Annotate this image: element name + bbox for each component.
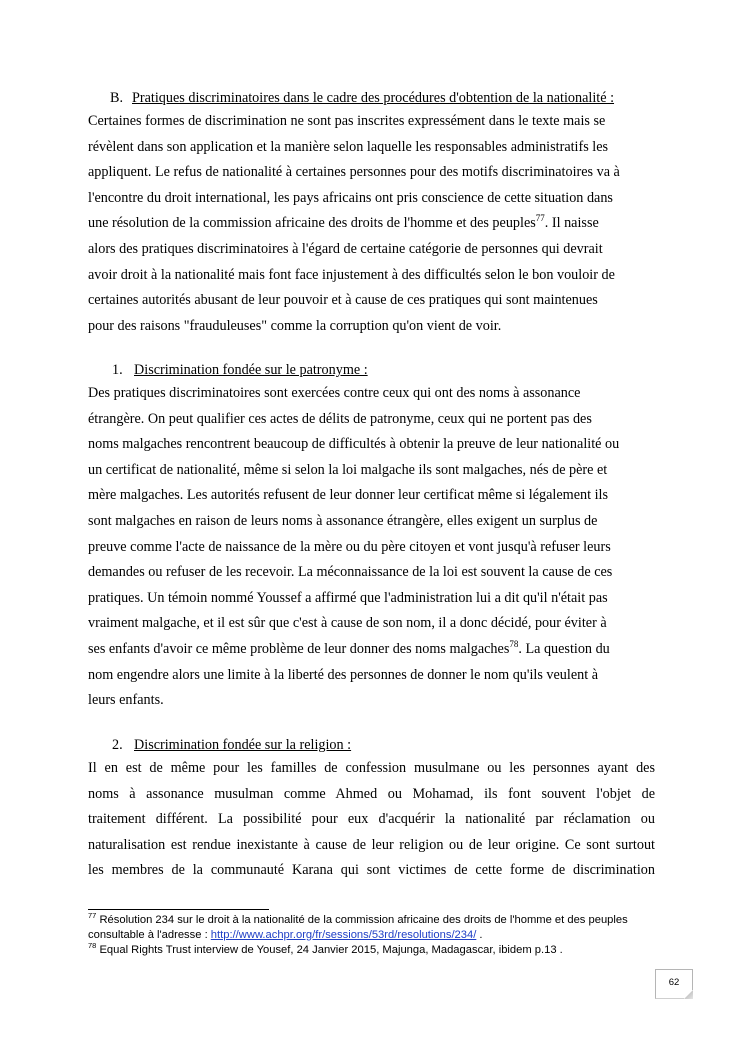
paragraph-line: Des pratiques discriminatoires sont exercées contre ceux qui ont des noms à assonance (88, 385, 581, 401)
section-2-title: Discrimination fondée sur la religion : (134, 737, 352, 753)
paragraph-line: pour des raisons "frauduleuses" comme la corruption qu'on vient de voir. (88, 317, 502, 334)
paragraph-line: Il en est de même pour les familles de confession musulmane ou les personnes ayant des (88, 760, 655, 776)
footnote-ref-78: 78 (509, 638, 519, 649)
section-2-number: 2. (112, 737, 123, 753)
footnote-78 (88, 943, 658, 958)
footnote-number: 78 (88, 941, 97, 950)
page-number-box (655, 969, 693, 999)
paragraph-line: ses enfants d'avoir ce même problème de leur donner des noms malgaches$^{78}$. La question du (88, 638, 610, 657)
paragraph-line: un certificat de nationalité, même si selon la loi malgache ils sont malgaches, nés de père et (88, 461, 608, 478)
section-b-paragraph (88, 109, 655, 339)
page-number: 62 (668, 977, 680, 988)
paragraph-line: demandes ou refuser de les recevoir. La méconnaissance de la loi est souvent la cause de ces (88, 564, 613, 581)
footnote-link[interactable]: http://www.achpr.org/fr/sessions/53rd/resolutions/234/ (210, 928, 477, 941)
footnote-number: 77 (88, 911, 97, 920)
footnote-text: consultable à l'adresse : (88, 928, 211, 941)
paragraph-line: étrangère. On peut qualifier ces actes de délits de patronyme, ceux qui ne portent pas des (88, 410, 592, 427)
paragraph-line: preuve comme l'acte de naissance de la mère ou du père citoyen et vont jusqu'à refuser leurs (88, 538, 611, 555)
footnote-text: Equal Rights Trust interview de Yousef, 24 Janvier 2015, Majunga, Madagascar, ibidem p.13 . (96, 944, 563, 956)
section-b-number: B. (110, 90, 124, 106)
paragraph-line: vraiment malgache, et il est sûr que c'est à cause de son nom, il a donc décidé, pour éviter à (88, 615, 607, 632)
paragraph-line: naturalisation est rendue inexistante à cause de leur religion ou de leur origine. Ce sont surtout (88, 836, 655, 853)
section-1-number: 1. (112, 362, 123, 378)
section-1-paragraph (88, 381, 655, 714)
paragraph-line: noms à assonance musulman comme Ahmed ou Mohamad, ils font souvent l'objet de (88, 785, 655, 802)
paragraph-line: alors des pratiques discriminatoires à l'égard de certaine catégorie de personnes qui devrait (88, 240, 603, 257)
section-1-heading (112, 361, 368, 379)
paragraph-line: traitement différent. La possibilité pour eux d'acquérir la nationalité par réclamation ou (88, 811, 655, 828)
section-b-heading (110, 89, 614, 107)
paragraph-line: certaines autorités abusant de leur pouvoir et à cause de ces pratiques qui sont maintenues (88, 292, 598, 309)
footnote-ref-77: 77 (535, 213, 545, 224)
footnote-text: Résolution 234 sur le droit à la nationalité de la commission africaine des droits de l'homme et des peuples (96, 914, 628, 926)
paragraph-line: mère malgaches. Les autorités refusent de leur donner leur certificat même si légalement ils (88, 487, 608, 504)
page-fold-icon (684, 990, 693, 999)
section-2-heading (112, 736, 351, 754)
section-1-title: Discrimination fondée sur le patronyme : (134, 362, 368, 378)
paragraph-line: Certaines formes de discrimination ne sont pas inscrites expressément dans le texte mais se (88, 113, 606, 129)
paragraph-line: une résolution de la commission africaine des droits de l'homme et des peuples$^{77}$. Il naisse (88, 213, 599, 232)
paragraph-line: leurs enfants. (88, 692, 164, 709)
section-b-title: Pratiques discriminatoires dans le cadre des procédures d'obtention de la nationalité : (132, 90, 615, 106)
paragraph-line: nom engendre alors une limite à la liberté des personnes de donner le nom qu'ils veulent à (88, 666, 599, 683)
paragraph-line: avoir droit à la nationalité mais font face injustement à des difficultés selon le bon vouloir de (88, 266, 615, 283)
paragraph-line: l'encontre du droit international, les pays africains ont pris conscience de cette situation dans (88, 189, 613, 206)
paragraph-line: appliquent. Le refus de nationalité à certaines personnes pour des motifs discriminatoires va à (88, 164, 620, 181)
paragraph-line: sont malgaches en raison de leurs noms à assonance étrangère, elles exigent un surplus de (88, 512, 598, 529)
paragraph-line: noms malgaches rencontrent beaucoup de difficultés à obtenir la preuve de leur nationalité ou (88, 436, 620, 453)
paragraph-line: pratiques. Un témoin nommé Youssef a affirmé que l'administration lui a dit qu'il n'était pas (88, 589, 608, 606)
paragraph-line: les membres de la communauté Karana qui sont victimes de cette forme de discrimination (88, 862, 655, 879)
paragraph-line: révèlent dans son application et la manière selon laquelle les responsables administratifs les (88, 138, 609, 155)
footnote-77: $^{77}$ Résolution 234 sur le droit à la nationalité de la commission africaine des droits de l'homme et des peuples consultable à l'adresse : http://www.achpr.org/fr/sessions/53rd/resolutions/234/ . (88, 911, 628, 941)
section-2-paragraph (88, 756, 655, 884)
footnote-separator (88, 909, 269, 910)
